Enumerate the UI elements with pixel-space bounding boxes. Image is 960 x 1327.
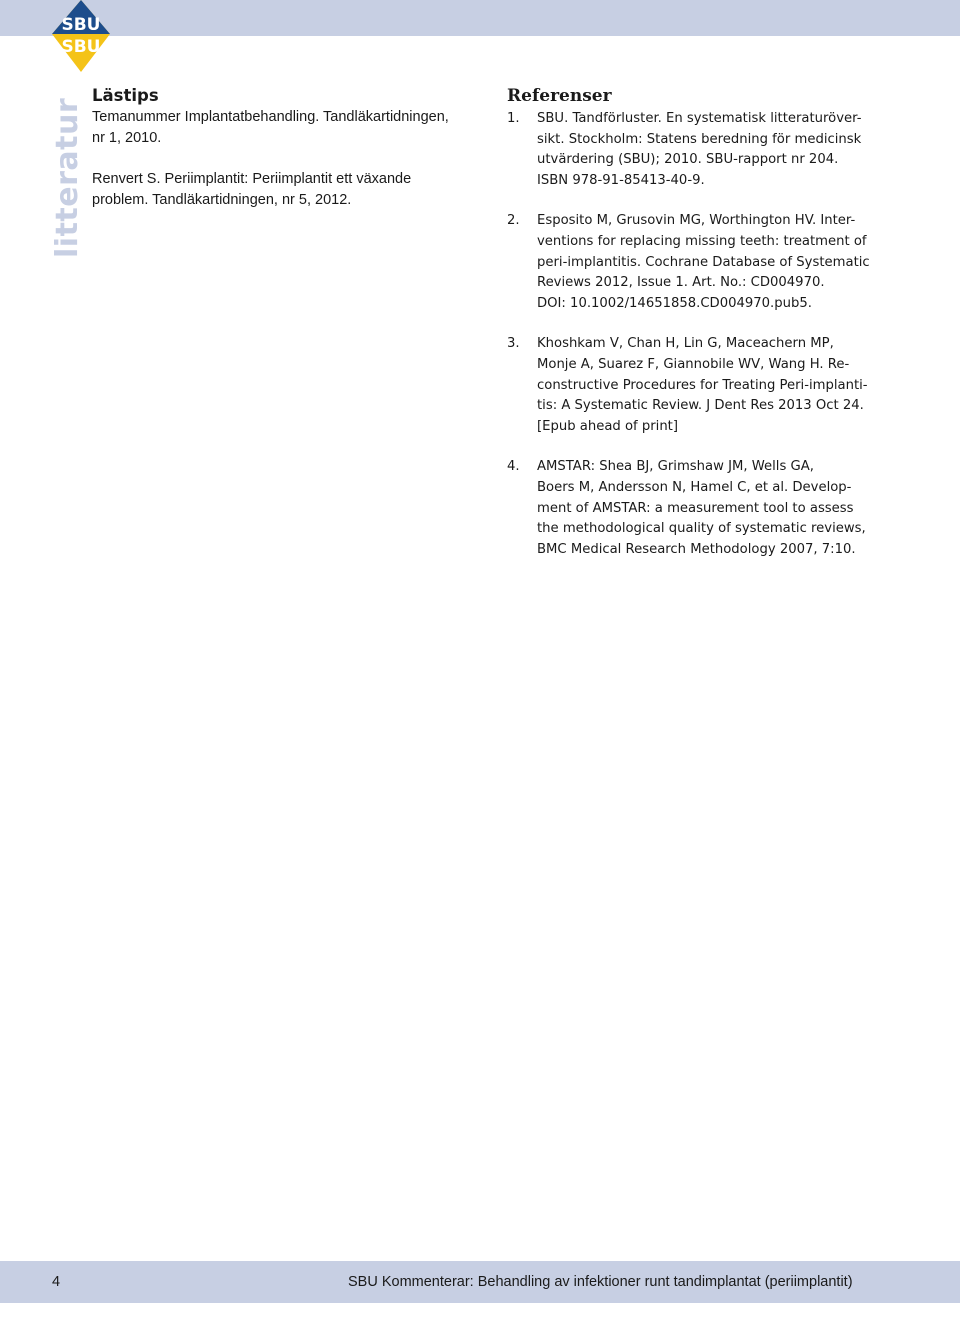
header-band bbox=[0, 0, 960, 36]
reference-line: sikt. Stockholm: Statens beredning för medicinsk bbox=[537, 131, 862, 147]
logo-text-bottom: SBU bbox=[61, 37, 101, 57]
lastips-section bbox=[92, 86, 462, 231]
reference-line: [Epub ahead of print] bbox=[537, 418, 678, 434]
reference-line: ISBN 978-91-85413-40-9. bbox=[537, 172, 705, 188]
reference-line: ventions for replacing missing teeth: treatment of bbox=[537, 233, 867, 249]
reference-line: AMSTAR: Shea BJ, Grimshaw JM, Wells GA, bbox=[537, 459, 814, 475]
reference-item bbox=[507, 334, 877, 437]
reference-text bbox=[537, 334, 877, 437]
reference-line: Reviews 2012, Issue 1. Art. No.: CD004970. bbox=[537, 275, 825, 291]
reference-item bbox=[507, 211, 877, 314]
reference-number: 1. bbox=[507, 111, 520, 126]
lastips-heading: Lästips bbox=[92, 86, 159, 105]
reference-line: the methodological quality of systematic reviews, bbox=[537, 521, 866, 537]
reference-number: 4. bbox=[507, 459, 520, 475]
reference-line: Boers M, Andersson N, Hamel C, et al. Develop- bbox=[537, 479, 852, 495]
logo-text-top: SBU bbox=[61, 15, 101, 35]
reference-line: ment of AMSTAR: a measurement tool to assess bbox=[537, 500, 854, 516]
reference-line: constructive Procedures for Treating Peri-implanti- bbox=[537, 377, 868, 393]
reference-line: DOI: 10.1002/14651858.CD004970.pub5. bbox=[537, 295, 812, 311]
reference-line: utvärdering (SBU); 2010. SBU-rapport nr 204. bbox=[537, 152, 839, 168]
reference-line: Esposito M, Grusovin MG, Worthington HV. Inter- bbox=[537, 213, 856, 229]
reference-line: SBU. Tandförluster. En systematisk litteraturöver- bbox=[537, 111, 862, 126]
reference-number: 2. bbox=[507, 213, 520, 229]
reference-item bbox=[507, 109, 877, 191]
referenser-heading: Referenser bbox=[507, 86, 612, 106]
referenser-section bbox=[507, 86, 877, 580]
lastips-item: Renvert S. Periimplantit: Periimplantit ett växande problem. Tandläkartidningen, nr 5, 2012. bbox=[92, 171, 412, 208]
reference-item bbox=[507, 457, 877, 560]
reference-number: 3. bbox=[507, 336, 520, 352]
reference-text bbox=[537, 211, 877, 314]
reference-text bbox=[537, 457, 877, 560]
reference-line: Khoshkam V, Chan H, Lin G, Maceachern MP, bbox=[537, 336, 834, 352]
reference-line: BMC Medical Research Methodology 2007, 7:10. bbox=[537, 541, 856, 557]
lastips-item: Temanummer Implantatbehandling. Tandläkartidningen, nr 1, 2010. bbox=[92, 109, 449, 146]
reference-line: peri-implantitis. Cochrane Database of Systematic bbox=[537, 254, 870, 270]
section-side-label: litteratur bbox=[50, 97, 85, 258]
reference-line: Monje A, Suarez F, Giannobile WV, Wang H. Re- bbox=[537, 356, 850, 372]
footer-title: SBU Kommenterar: Behandling av infektioner runt tandimplantat (periimplantit) bbox=[348, 1274, 853, 1290]
reference-line: tis: A Systematic Review. J Dent Res 2013 Oct 24. bbox=[537, 398, 864, 414]
page-number: 4 bbox=[52, 1274, 61, 1290]
reference-text bbox=[537, 109, 877, 191]
